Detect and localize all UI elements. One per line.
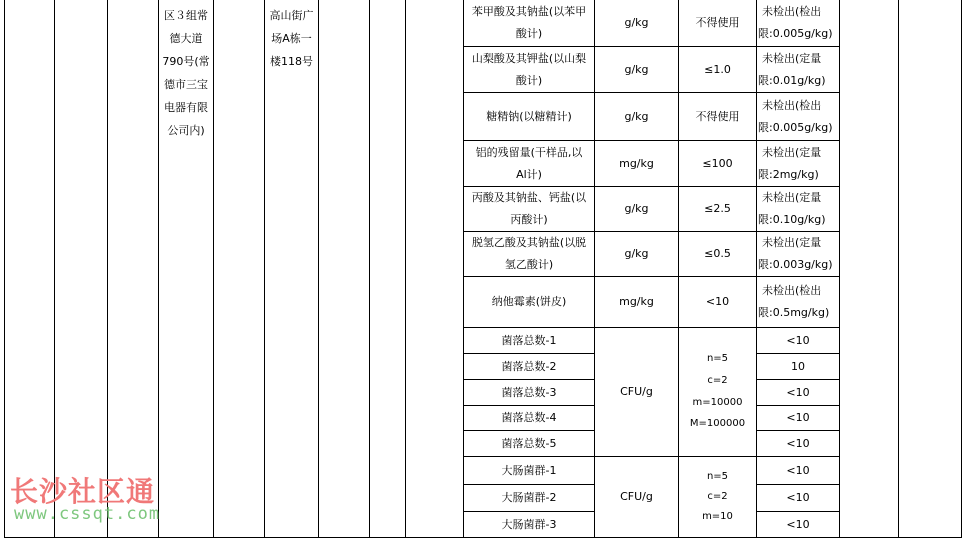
result-cell	[757, 0, 839, 46]
criteria-line: c=2	[707, 375, 728, 386]
result-text: 未检出(检出	[762, 284, 822, 297]
test-item-cell: 菌落总数-4	[501, 411, 557, 424]
standard-cell: <10	[705, 295, 730, 308]
test-item-text: 酸计)	[515, 27, 543, 40]
test-item-cell	[464, 141, 594, 186]
criteria-line: m=10	[702, 511, 733, 522]
result-cell: <10	[786, 463, 810, 477]
test-item-cell	[464, 0, 594, 46]
criteria-line: c=2	[707, 491, 728, 502]
criteria-line: M=100000	[689, 418, 746, 429]
result-cell	[757, 277, 839, 327]
criteria-line: n=5	[706, 471, 729, 482]
unit-cell: g/kg	[624, 247, 649, 260]
standard-cell: ≤1.0	[704, 62, 731, 76]
result-cell: <10	[786, 436, 810, 450]
test-item-cell	[464, 93, 594, 140]
result-cell: <10	[786, 491, 810, 504]
unit-cell: g/kg	[624, 62, 649, 76]
result-cell	[757, 232, 839, 276]
result-text: 限:2mg/kg)	[758, 167, 819, 181]
result-cell: <10	[786, 411, 810, 424]
result-cell	[757, 47, 839, 92]
test-item-cell: 大肠菌群-3	[501, 517, 557, 531]
criteria-line: n=5	[706, 353, 729, 364]
test-item-text: 丙酸及其钠盐、钙盐(以	[471, 191, 587, 204]
test-item-text: 丙酸计)	[510, 213, 548, 226]
test-item-text: Al计)	[516, 167, 542, 181]
test-item-text: 酸计)	[515, 73, 543, 87]
result-cell: 10	[791, 359, 805, 373]
unit-cell: CFU/g	[620, 490, 653, 503]
result-cell	[757, 141, 839, 186]
test-item-text: 纳他霉素(饼皮)	[491, 295, 567, 308]
address-line: 德大道	[169, 32, 203, 45]
test-item-text: 脱氢乙酸及其钠盐(以脱	[471, 236, 587, 249]
standard-cell: ≤100	[702, 156, 733, 170]
result-text: 未检出(检出	[762, 98, 822, 112]
result-text: 未检出(定量	[762, 191, 822, 204]
watermark-url: www.cssqt.com	[14, 504, 161, 524]
unit-cell: mg/kg	[619, 156, 654, 170]
result-text: 限:0.5mg/kg)	[758, 306, 830, 319]
test-item-cell: 菌落总数-5	[501, 436, 557, 450]
address-line: 790号(常	[162, 55, 210, 68]
standard-cell: ≤2.5	[704, 202, 731, 215]
result-text: 限:0.003g/kg)	[758, 258, 833, 271]
result-text: 未检出(定量	[762, 236, 822, 249]
criteria-line: m=10000	[692, 397, 743, 408]
result-text: 限:0.005g/kg)	[758, 27, 833, 40]
result-text: 未检出(检出	[762, 5, 822, 18]
result-cell	[757, 187, 839, 231]
unit-cell: CFU/g	[620, 385, 653, 398]
unit-cell: g/kg	[624, 16, 649, 29]
address-line: 电器有限	[164, 101, 208, 114]
standard-cell: 不得使用	[695, 16, 740, 29]
result-cell: <10	[786, 333, 810, 347]
unit-cell: mg/kg	[619, 295, 654, 308]
address-line: 楼118号	[270, 55, 313, 68]
result-text: 未检出(定量	[762, 145, 822, 159]
address-line: 公司内)	[167, 124, 205, 137]
test-item-text: 铝的残留量(干样品,以	[475, 145, 583, 159]
test-item-cell	[464, 277, 594, 327]
result-cell: <10	[786, 385, 810, 399]
test-item-cell	[464, 47, 594, 92]
watermark-brand: 长沙社区通	[10, 475, 156, 508]
result-text: 限:0.10g/kg)	[758, 213, 826, 226]
test-item-text: 苯甲酸及其钠盐(以苯甲	[471, 5, 587, 18]
test-item-cell: 菌落总数-2	[501, 359, 557, 373]
address-line: 区３组常	[164, 9, 208, 22]
address-line: 德市三宝	[164, 78, 208, 91]
test-item-cell	[464, 232, 594, 276]
result-cell	[757, 93, 839, 140]
test-item-text: 山梨酸及其钾盐(以山梨	[471, 51, 587, 65]
test-item-cell: 菌落总数-1	[501, 333, 557, 347]
result-text: 限:0.01g/kg)	[758, 73, 826, 87]
address-line: 高山街广	[269, 9, 314, 22]
test-item-cell: 大肠菌群-1	[501, 463, 557, 477]
test-item-cell: 菌落总数-3	[501, 385, 557, 399]
result-text: 限:0.005g/kg)	[758, 120, 833, 134]
test-item-text: 氢乙酸计)	[504, 258, 554, 271]
standard-cell: ≤0.5	[704, 247, 731, 260]
unit-cell: g/kg	[624, 109, 649, 123]
result-text: 未检出(定量	[762, 51, 822, 65]
result-cell: <10	[786, 517, 810, 531]
test-item-text: 糖精钠(以糖精计)	[486, 109, 572, 123]
test-item-cell	[464, 187, 594, 231]
standard-cell: 不得使用	[695, 109, 740, 123]
address-line: 场A栋一	[271, 32, 312, 45]
test-item-cell: 大肠菌群-2	[501, 491, 557, 504]
unit-cell: g/kg	[624, 202, 649, 215]
